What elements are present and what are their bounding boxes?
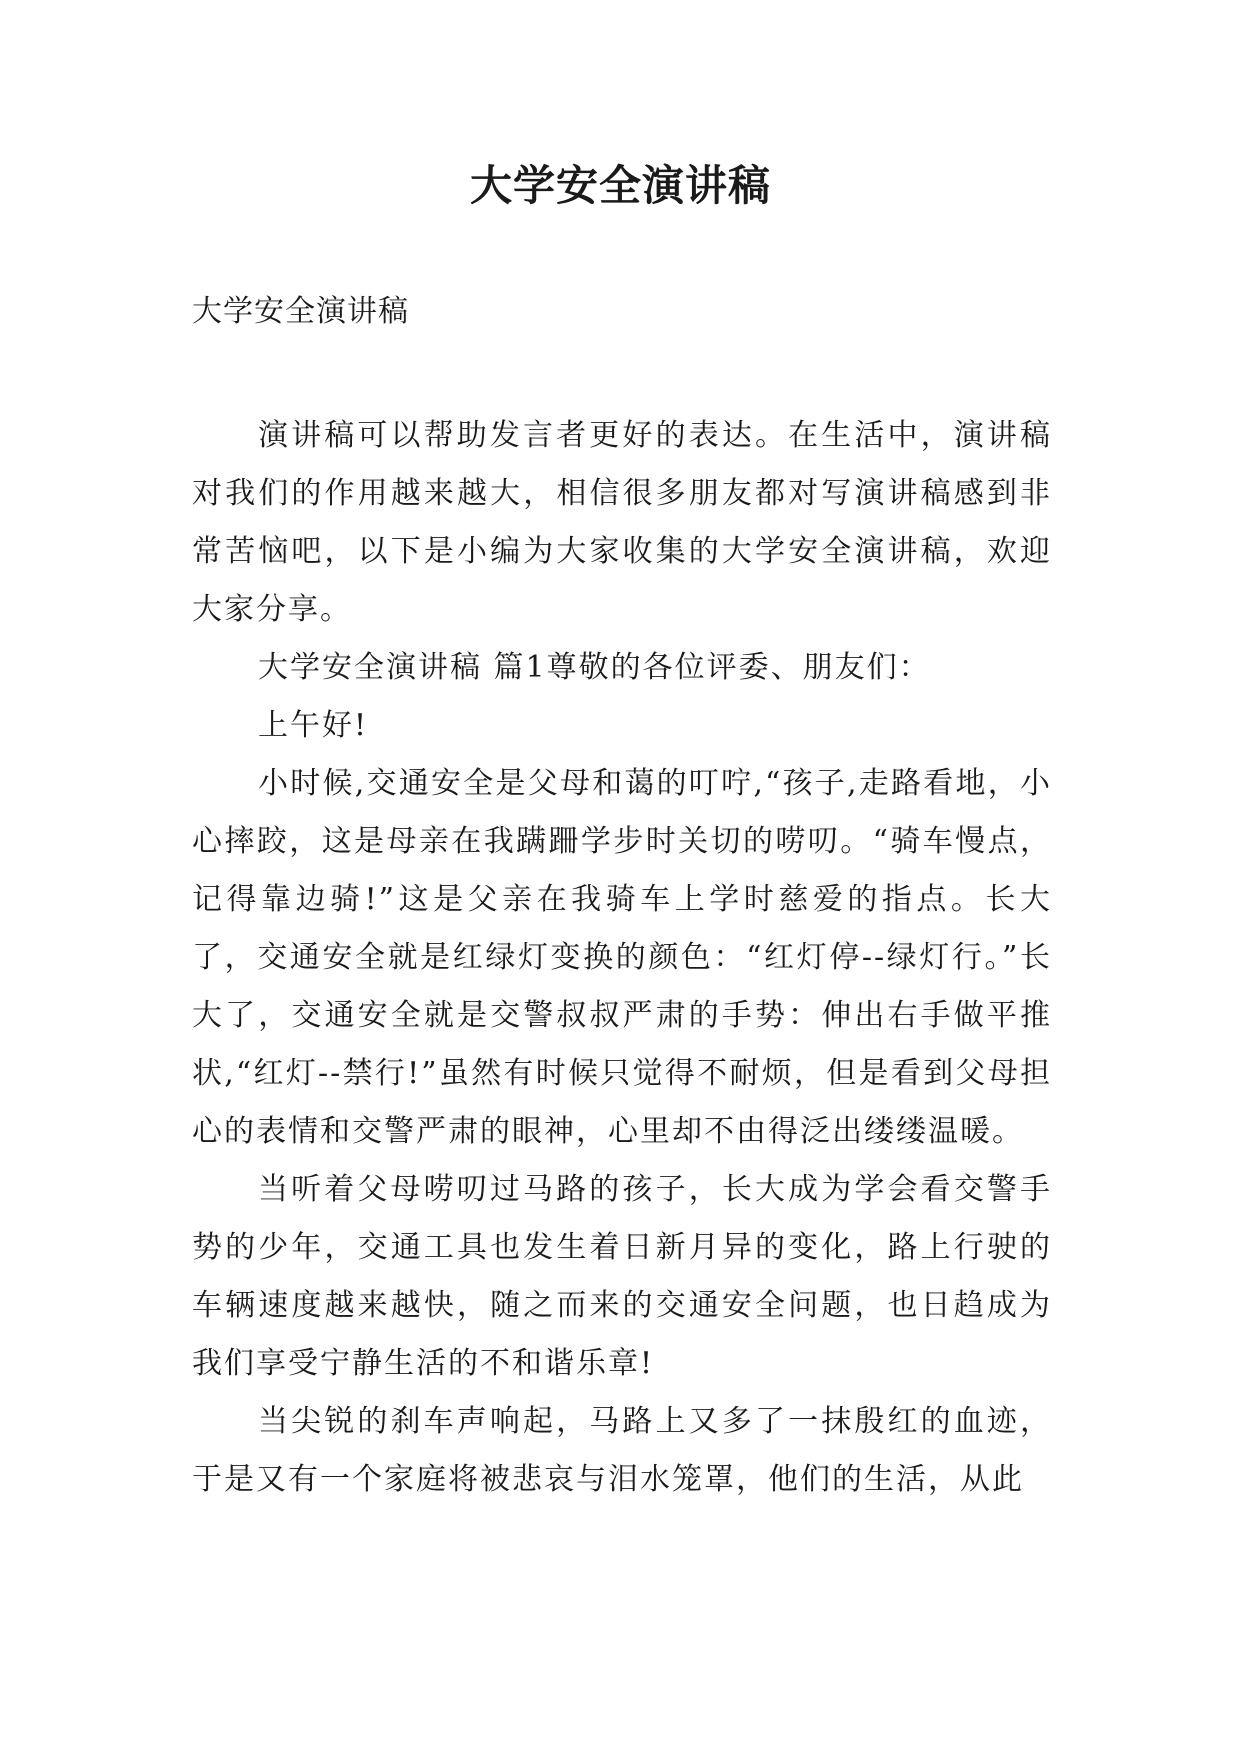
document-body	[192, 407, 1052, 1509]
paragraph-accident: 当尖锐的刹车声响起，马路上又多了一抹殷红的血迹，于是又有一个家庭将被悲哀与泪水笼罩，他们的生活，从此	[192, 1404, 1052, 1497]
paragraph-growing-up: 当听着父母唠叨过马路的孩子，长大成为学会看交警手势的少年，交通工具也发生着日新月异的变化，路上行驶的车辆速度越来越快，随之而来的交通安全问题，也日趋成为我们享受宁静生活的不和谐乐章!	[192, 1172, 1052, 1381]
document-subtitle: 大学安全演讲稿	[192, 294, 409, 329]
paragraph-intro: 演讲稿可以帮助发言者更好的表达。在生活中，演讲稿对我们的作用越来越大，相信很多朋友都对写演讲稿感到非常苦恼吧，以下是小编为大家收集的大学安全演讲稿，欢迎大家分享。	[192, 418, 1052, 627]
document-title: 大学安全演讲稿	[469, 161, 771, 210]
paragraph-greeting: 上午好!	[258, 708, 369, 743]
paragraph-heading: 大学安全演讲稿 篇1尊敬的各位评委、朋友们：	[258, 650, 931, 685]
paragraph-childhood: 小时候,交通安全是父母和蔼的叮咛,“孩子,走路看地，小心摔跤，这是母亲在我蹒跚学步时关切的唠叨。“骑车慢点，记得靠边骑!”这是父亲在我骑车上学时慈爱的指点。长大了，交通安全就是红绿灯变换的颜色：“红灯停--绿灯行。”长大了，交通安全就是交警叔叔严肃的手势：伸出右手做平推状,“红灯--禁行!”虽然有时候只觉得不耐烦，但是看到父母担心的表情和交警严肃的眼神，心里却不由得泛出缕缕温暖。	[192, 766, 1052, 1149]
